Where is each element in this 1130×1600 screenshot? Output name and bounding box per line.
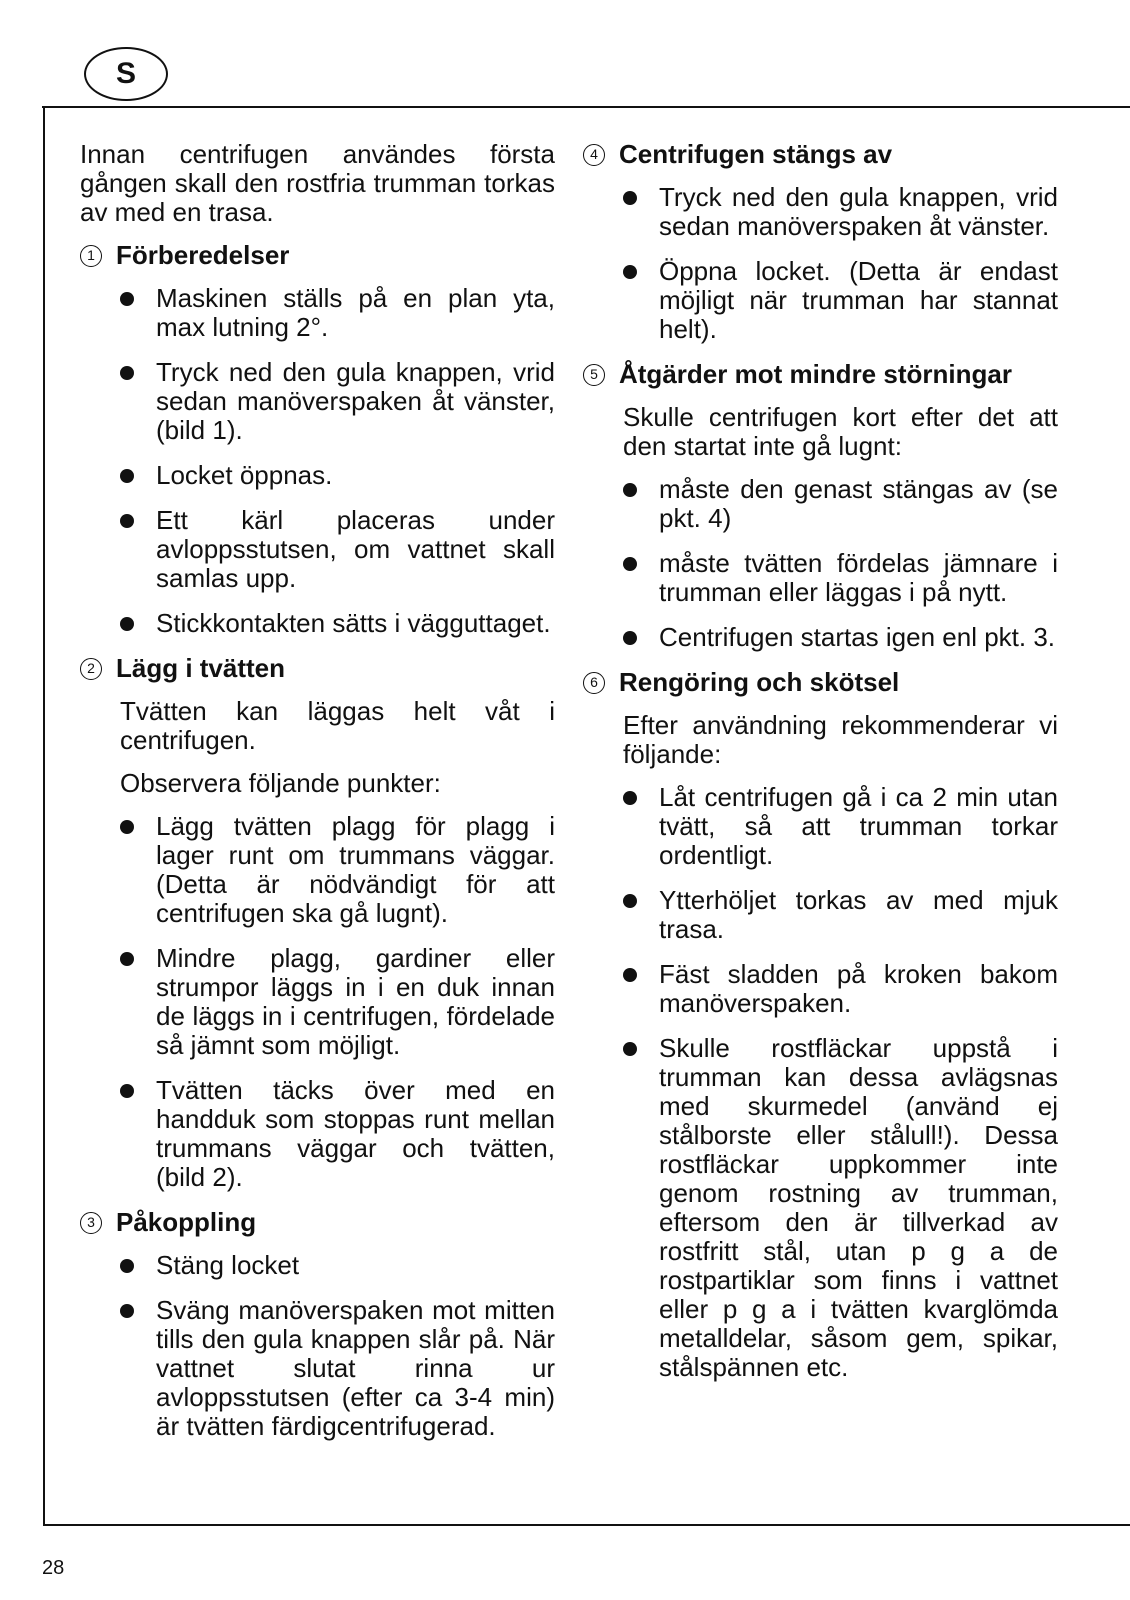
top-rule [42,106,1130,108]
bullet-dot-icon [120,1084,134,1098]
bullet-dot-icon [120,366,134,380]
section-title-5: Åtgärder mot mindre störningar [619,359,1012,389]
bullet-dot-icon [623,191,637,205]
bullet-dot-icon [120,820,134,834]
list-item: måste den genast stängas av (se pkt. 4) [623,475,1058,533]
section-paragraph: Skulle centrifugen kort efter det att den startat inte gå lugnt: [623,402,1058,461]
bullet-dot-icon [120,292,134,306]
left-rule [43,106,45,1526]
bullet-dot-icon [120,514,134,528]
list-item: Tryck ned den gula knappen, vrid sedan manöverspaken åt vänster, (bild 1). [120,358,555,445]
bullet-dot-icon [120,617,134,631]
page-number: 28 [42,1557,65,1579]
section-body-3 [80,1251,555,1441]
section-body-5 [583,403,1058,652]
section-title-6: Rengöring och skötsel [619,667,900,697]
section-body-2 [80,697,555,1192]
section-paragraph: Observera följande punkter: [120,768,441,798]
list-item: Centrifugen startas igen enl pkt. 3. [623,623,1058,652]
list-item: Öppna locket. (Detta är endast möjligt när trumman har stannat helt). [623,257,1058,344]
bullet-dot-icon [623,557,637,571]
bullet-dot-icon [623,791,637,805]
section-title-2: Lägg i tvätten [116,653,286,683]
list-item: Stäng locket [120,1251,555,1280]
section-body-6 [583,711,1058,1382]
section-heading-4 [583,140,1058,169]
section-number-6: 6 [583,672,605,694]
bullet-dot-icon [623,483,637,497]
right-column [583,140,1058,1398]
section-number-4: 4 [583,144,605,166]
list-item: Ett kärl placeras under avloppsstutsen, om vattnet skall samlas upp. [120,506,555,593]
section-heading-5 [583,360,1058,389]
section-body-1 [80,284,555,638]
section-heading-1 [80,241,555,270]
left-column [80,140,555,1457]
list-item: Ytterhöljet torkas av med mjuk trasa. [623,886,1058,944]
list-item: Lägg tvätten plagg för plagg i lager runt om trummans väggar. (Detta är nödvändigt för att centrifugen ska gå lugnt). [120,812,555,928]
intro-paragraph: Innan centrifugen användes första gången skall den rostfria trumman torkas av med en trasa. [80,139,555,227]
section-title-3: Påkoppling [116,1207,257,1237]
bullet-dot-icon [120,1259,134,1273]
list-item: Locket öppnas. [120,461,555,490]
bullet-dot-icon [120,469,134,483]
section-heading-2 [80,654,555,683]
section-paragraph: Tvätten kan läggas helt våt i centrifugen. [120,696,555,755]
section-title-1: Förberedelser [116,240,290,270]
list-item: Tvätten täcks över med en handduk som stoppas runt mellan trummans väggar och tvätten, (bild 2). [120,1076,555,1192]
list-item: Tryck ned den gula knappen, vrid sedan manöverspaken åt vänster. [623,183,1058,241]
section-number-1: 1 [80,245,102,267]
list-item: Mindre plagg, gardiner eller strumpor läggs in i en duk innan de läggs in i centrifugen, fördelade så jämnt som möjligt. [120,944,555,1060]
bottom-rule [43,1524,1130,1526]
section-heading-3 [80,1208,555,1237]
list-item: Fäst sladden på kroken bakom manöverspaken. [623,960,1058,1018]
bullet-dot-icon [623,265,637,279]
list-item: Sväng manöverspaken mot mitten tills den gula knappen slår på. När vattnet slutat rinna ur avloppsstutsen (efter ca 3-4 min) är tvätten färdigcentrifugerad. [120,1296,555,1441]
section-title-4: Centrifugen stängs av [619,139,893,169]
bullet-dot-icon [623,894,637,908]
bullet-dot-icon [623,1042,637,1056]
language-badge: S [84,47,168,101]
bullet-dot-icon [623,968,637,982]
section-heading-6 [583,668,1058,697]
section-paragraph: Efter användning rekommenderar vi följande: [623,710,1058,769]
section-number-2: 2 [80,658,102,680]
section-body-4 [583,183,1058,344]
bullet-dot-icon [623,631,637,645]
list-item: måste tvätten fördelas jämnare i trumman eller läggas i på nytt. [623,549,1058,607]
section-number-5: 5 [583,364,605,386]
list-item: Stickkontakten sätts i vägguttaget. [120,609,555,638]
bullet-dot-icon [120,1304,134,1318]
list-item: Skulle rostfläckar uppstå i trumman kan dessa avlägsnas med skurmedel (använd ej stålborste eller stålull!). Dessa rostfläckar uppkommer inte genom rostning av trumman, eftersom den är tillverkad av rostfritt stål, utan p g a de rostpartiklar som finns i vattnet eller p g a i tvätten kvarglömda metalldelar, såsom gem, spikar, stålspännen etc. [623,1034,1058,1382]
section-number-3: 3 [80,1212,102,1234]
bullet-dot-icon [120,952,134,966]
list-item: Maskinen ställs på en plan yta, max lutning 2°. [120,284,555,342]
list-item: Låt centrifugen gå i ca 2 min utan tvätt, så att trumman torkar ordentligt. [623,783,1058,870]
